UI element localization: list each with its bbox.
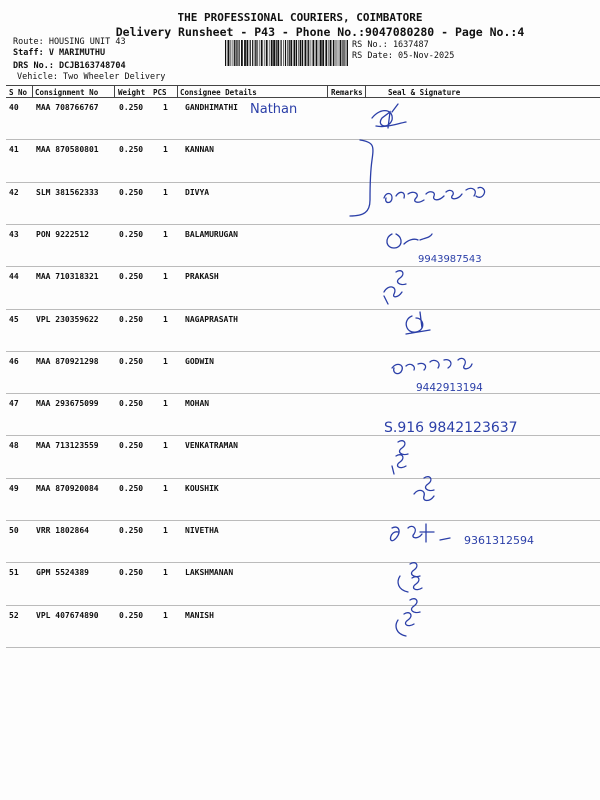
cell-weight: 0.250 (119, 483, 144, 493)
handwritten-phone: 9361312594 (464, 534, 534, 547)
cell-weight: 0.250 (119, 229, 144, 239)
cell-pcs: 1 (163, 399, 168, 409)
cell-consignment: SLM 381562333 (36, 187, 99, 197)
cell-weight: 0.250 (119, 441, 144, 451)
cell-pcs: 1 (163, 103, 168, 112)
handwritten-phone: 9943987543 (418, 254, 482, 265)
cell-pcs: 1 (163, 483, 168, 493)
cell-consignment: VRR 1802864 (36, 526, 89, 535)
cell-weight: 0.250 (119, 187, 144, 197)
cell-consignee: DIVYA (185, 187, 210, 197)
cell-pcs: 1 (163, 568, 168, 578)
cell-pcs: 1 (163, 314, 168, 324)
col-header-sno: S No (9, 88, 28, 97)
cell-weight: 0.250 (119, 568, 144, 578)
cell-sno: 48 (9, 441, 19, 451)
route-label: Route: HOUSING UNIT 43 (13, 37, 126, 47)
cell-sno: 43 (9, 229, 19, 239)
runsheet-subtitle: Delivery Runsheet - P43 - Phone No.:9047080280 - Page No.:4 (115, 25, 525, 39)
rs-number: RS No.: 1637487 (352, 40, 429, 50)
cell-sno: 52 (9, 610, 19, 620)
cell-weight: 0.250 (119, 145, 144, 155)
col-header-pcs: PCS (153, 88, 167, 97)
cell-pcs: 1 (163, 145, 168, 155)
cell-weight: 0.250 (119, 399, 144, 409)
cell-sno: 45 (9, 314, 19, 324)
cell-weight: 0.250 (119, 526, 144, 535)
handwritten-phone: S.916 9842123637 (384, 420, 518, 436)
cell-consignee: KANNAN (185, 145, 214, 155)
signature-mark (406, 312, 430, 334)
cell-consignment: MAA 293675099 (36, 399, 99, 409)
vehicle-label: Vehicle: Two Wheeler Delivery (17, 72, 166, 82)
company-title: THE PROFESSIONAL COURIERS, COIMBATORE (177, 11, 423, 24)
cell-consignee: GANDHIMATHI (185, 103, 238, 112)
cell-pcs: 1 (163, 526, 168, 535)
staff-label: Staff: V MARIMUTHU (13, 48, 106, 58)
cell-consignment: PON 9222512 (36, 229, 89, 239)
cell-pcs: 1 (163, 610, 168, 620)
col-header-consignment: Consignment No (35, 88, 99, 97)
cell-pcs: 1 (163, 272, 168, 282)
cell-sno: 49 (9, 483, 19, 493)
signature-mark (398, 563, 422, 592)
cell-weight: 0.250 (119, 356, 144, 366)
drs-number: DRS No.: DCJB163748704 (13, 61, 126, 71)
cell-consignee: MOHAN (185, 399, 210, 409)
signature-mark (396, 599, 420, 636)
signature-mark (384, 187, 485, 202)
signature-mark (372, 104, 406, 128)
cell-sno: 40 (9, 103, 19, 112)
cell-consignment: VPL 407674890 (36, 610, 99, 620)
signature-mark (392, 441, 408, 474)
cell-sno: 41 (9, 145, 19, 155)
cell-consignment: VPL 230359622 (36, 314, 99, 324)
cell-pcs: 1 (163, 187, 168, 197)
cell-consignee: KOUSHIK (185, 483, 219, 493)
cell-weight: 0.250 (119, 272, 144, 282)
cell-sno: 47 (9, 399, 19, 409)
cell-consignee: NIVETHA (185, 526, 219, 535)
cell-consignment: MAA 710318321 (36, 272, 99, 282)
cell-sno: 44 (9, 272, 19, 282)
cell-weight: 0.250 (119, 610, 144, 620)
cell-consignment: MAA 708766767 (36, 103, 99, 112)
signature-mark (414, 477, 434, 501)
cell-sno: 46 (9, 356, 19, 366)
cell-consignment: GPM 5524389 (36, 568, 89, 578)
signature-mark (392, 358, 472, 373)
cell-consignee: MANISH (185, 610, 214, 620)
signature-mark (391, 524, 450, 542)
cell-consignment: MAA 870580801 (36, 145, 99, 155)
cell-weight: 0.250 (119, 314, 144, 324)
cell-pcs: 1 (163, 441, 168, 451)
cell-consignee: BALAMURUGAN (185, 229, 238, 239)
cell-consignee: GODWIN (185, 356, 214, 366)
cell-pcs: 1 (163, 229, 168, 239)
handwritten-name: Nathan (250, 102, 298, 117)
col-header-signature: Seal & Signature (388, 88, 461, 97)
handwritten-phone: 9442913194 (416, 382, 483, 394)
col-header-weight: Weight (118, 88, 146, 97)
cell-sno: 50 (9, 526, 19, 535)
cell-weight: 0.250 (119, 103, 144, 112)
col-header-consignee: Consignee Details (180, 88, 257, 97)
signature-mark (384, 271, 406, 304)
cell-consignee: NAGAPRASATH (185, 314, 238, 324)
cell-sno: 42 (9, 187, 19, 197)
cell-consignment: MAA 870920084 (36, 483, 99, 493)
cell-consignee: VENKATRAMAN (185, 441, 238, 451)
cell-consignee: PRAKASH (185, 272, 219, 282)
cell-sno: 51 (9, 568, 19, 578)
signature-mark (387, 234, 432, 248)
rs-date: RS Date: 05-Nov-2025 (352, 51, 455, 61)
cell-pcs: 1 (163, 356, 168, 366)
col-header-remarks: Remarks (331, 88, 363, 97)
cell-consignment: MAA 870921298 (36, 356, 99, 366)
bracket-mark (350, 140, 373, 216)
cell-consignee: LAKSHMANAN (185, 568, 234, 578)
cell-consignment: MAA 713123559 (36, 441, 99, 451)
